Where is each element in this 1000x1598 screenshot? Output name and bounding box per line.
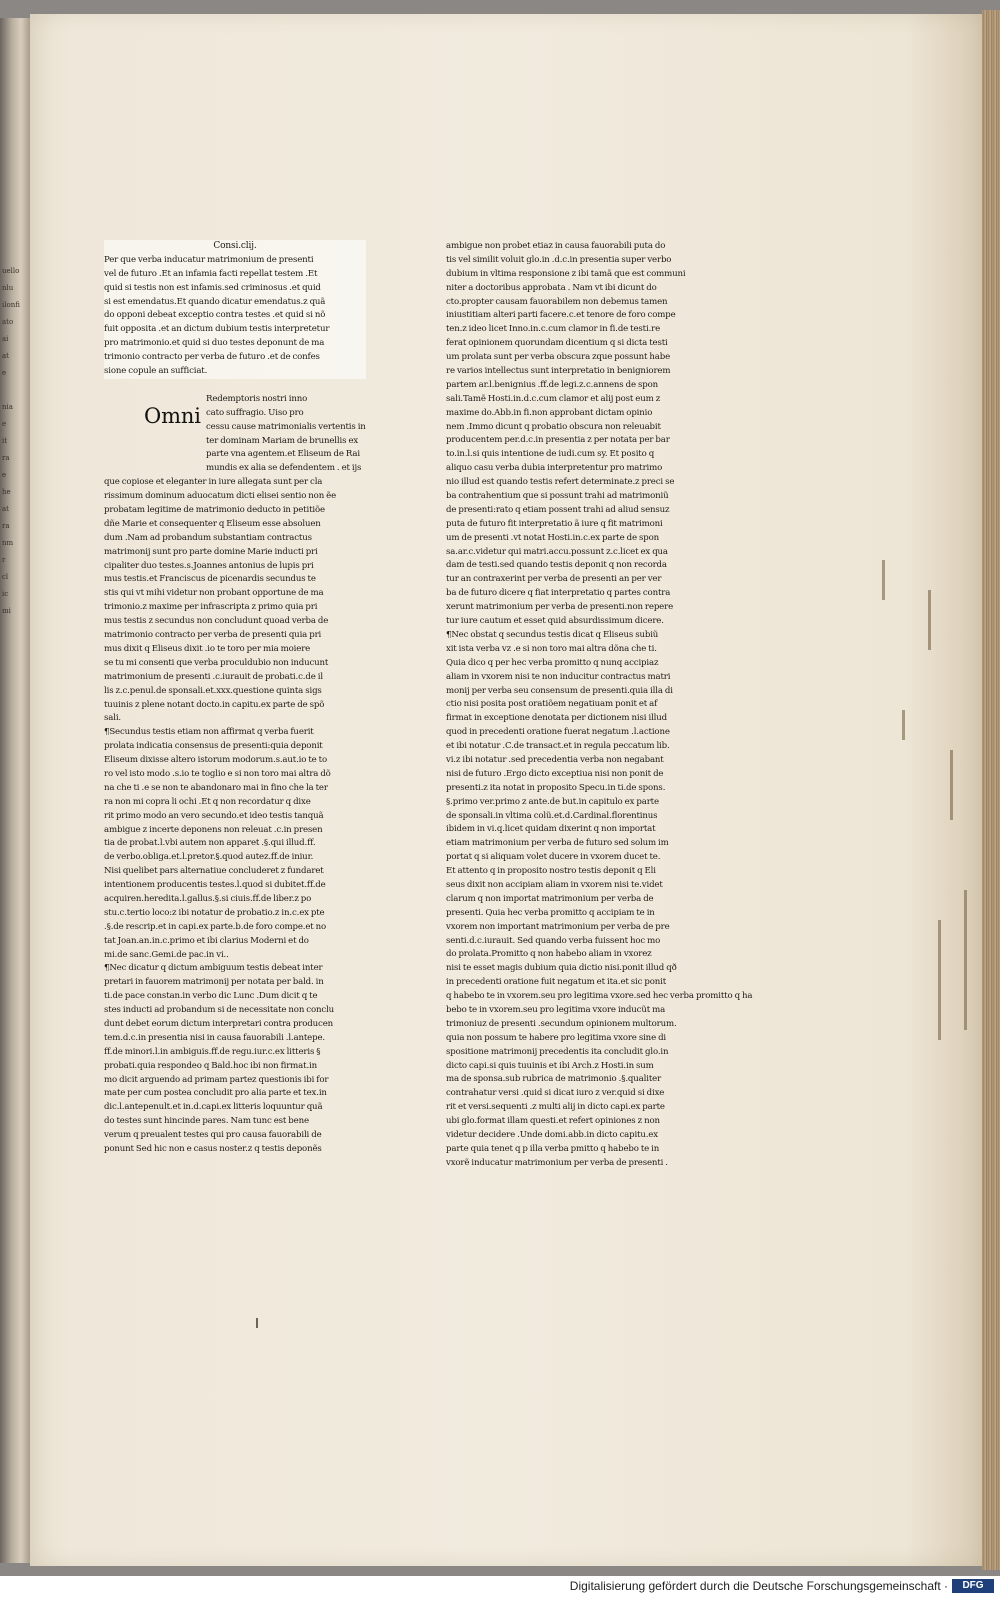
text-line: presenti.z ita notat in proposito Specu.in ti.de spons. (446, 782, 666, 793)
initial-letter: Omni (144, 403, 201, 428)
facing-page-fragment: e (2, 420, 7, 428)
text-line: sali.Tamẽ Hosti.in.d.c.cum clamor et alij post eum z (446, 393, 661, 404)
text-line: ¶Nec obstat q secundus testis dicat q Eliseus subiũ (446, 629, 659, 640)
text-line: in precedenti oratione fuit negatum et ita.et sic ponit (446, 977, 667, 988)
summary-line: fuit opposita .et an dictum dubium testis interpretetur (104, 324, 330, 335)
facing-page-fragment: ilonfi (2, 301, 20, 309)
text-line: tur iure cautum et esset quid absurdissimum dicere. (446, 616, 664, 627)
text-line: q habebo te in vxorem.seu pro legitima vxore.sed hec verba promitto q ha (446, 991, 753, 1002)
opening-lines (206, 393, 366, 476)
summary-line: si est emendatus.Et quando dicatur emendatus.z quã (104, 296, 326, 307)
facing-page-fragment: ic (2, 590, 9, 598)
facing-page-fragment: nia (2, 403, 13, 411)
text-line: re varios intellectus sunt interpretatio in benigniorem (446, 366, 671, 377)
text-line: maxime do.Abb.in fi.non approbant dictam opinio (446, 407, 653, 418)
text-line: aliquo casu verba dubia interpretentur pro matrimo (446, 463, 663, 474)
consilium-summary (104, 254, 366, 379)
text-line: et ibi notatur .C.de transact.et in regula peccatum lib. (446, 741, 670, 752)
text-line: ro vel isto modo .s.io te toglio e si non toro mai altra dõ (104, 768, 331, 779)
text-line: matrimonium de presenti .c.iurauit de probati.c.de il (104, 671, 323, 682)
text-line: aliam in vxorem nisi te non inducitur contractus matri (446, 671, 671, 682)
text-line: vxorem non important matrimonium per verba de pre (446, 921, 670, 932)
text-line: quia non possum te habere pro legitima vxore sine di (446, 1032, 667, 1043)
text-line: to.in.l.si quis intentione de iudi.cum sy. Et posito q (446, 449, 655, 460)
text-line: ibidem in vi.q.licet quidam dixerint q non importat (446, 824, 656, 835)
text-line: do testes sunt hincinde pares. Nam tunc est bene (104, 1116, 309, 1127)
text-line: probati.quia respondeo q Bald.hoc ibi non firmat.in (104, 1060, 318, 1071)
text-line: dum .Nam ad probandum substantiam contractus (104, 532, 312, 543)
text-line: stis qui vt mihi videtur non probant opportune de ma (104, 588, 324, 599)
facing-page-fragment: e (2, 369, 7, 377)
summary-line: do opponi debeat exceptio contra testes .et quid si nõ (104, 310, 326, 321)
text-line: spositione matrimonij precedentis ita concludit glo.in (446, 1046, 669, 1057)
text-line: stes inducti ad probandum si de necessitate non conclu (104, 1005, 335, 1016)
text-line: presenti. Quia hec verba promitto q accipiam te in (446, 907, 655, 918)
text-line: Nisi quelibet pars alternatiue concluderet z fundaret (104, 866, 324, 877)
text-line: mi.de sanc.Gemi.de pac.in vi.. (104, 949, 229, 960)
text-line: mus dixit q Eliseus dixit .io te toro per mia moiere (104, 643, 311, 654)
text-line: ba de futuro dicere q fiat interpretatio q partes contra (446, 588, 671, 599)
margin-tick-mark (256, 1318, 258, 1328)
text-line: matrimonij sunt pro parte domine Marie inducti pri (104, 546, 318, 557)
summary-line: quid si testis non est infamis.sed criminosus .et quid (104, 282, 321, 293)
facing-page-fragment: at (2, 505, 9, 513)
text-line: rissimum dominum aduocatum dicti elisei sentio non ẽe (104, 491, 337, 502)
text-line: probatam legitime de matrimonio deducto in petitiõe (104, 505, 325, 516)
text-line: tuuinis z plene notant docto.in capitu.ex parte de spõ (104, 699, 325, 710)
text-line: seus dixit non accipiam aliam in vxorem nisi te.videt (446, 879, 663, 890)
text-line: trimoniuz de presenti .secundum opinionem multorum. (446, 1018, 677, 1029)
text-line: ¶Nec dicatur q dictum ambiguum testis debeat inter (104, 963, 323, 974)
text-line: producentem per.d.c.in presentia z per notata per bar (446, 435, 670, 446)
text-line: vi.z ibi notatur .sed precedentia verba non negabant (446, 754, 664, 765)
text-line: mate per cum postea concludit pro alia parte et tex.in (104, 1088, 327, 1099)
text-line: parte vna agentem.et Eliseum de Rai (206, 449, 360, 460)
funding-credit: Digitalisierung gefördert durch die Deutsche Forschungsgemeinschaft · (569, 1579, 948, 1593)
opening-paragraph (104, 393, 366, 476)
text-line: stu.c.tertio loco:z ibi notatur de probatio.z in.c.ex pte (104, 907, 325, 918)
text-line: Quia dico q per hec verba promitto q nunq accipiaz (446, 657, 659, 668)
text-line: rit primo modo an vero secundo.et ideo testis tanquã (104, 810, 324, 821)
text-line: Et attento q in proposito nostro testis deponit q Eli (446, 866, 656, 877)
text-line: nisi de futuro .Ergo dicto exceptiua nisi non ponit de (446, 768, 664, 779)
summary-line: pro matrimonio.et quid si duo testes deponunt de ma (104, 338, 325, 349)
left-column-body (104, 476, 366, 1157)
summary-line: Per que verba inducatur matrimonium de presenti (104, 254, 314, 265)
text-line: trimonio.z maxime per infrascripta z primo quia pri (104, 602, 318, 613)
text-line: ff.de minori.l.in ambiguis.ff.de regu.iur.c.ex litteris § (104, 1046, 321, 1057)
text-line: mus testis z secundus non concludunt quoad verba de (104, 616, 329, 627)
text-line: mo dicit arguendo ad primam partez questionis ibi for (104, 1074, 329, 1085)
summary-line: trimonio contracto per verba de futuro .et de confes (104, 352, 320, 363)
text-line: de sponsali.in vltima colũ.et.d.Cardinal.florentinus (446, 810, 658, 821)
text-line: dic.l.antepenult.et in.d.capi.ex litteris loquuntur quã (104, 1102, 323, 1113)
facing-page-fragment: ra (2, 454, 10, 462)
text-line: lis z.c.penul.de sponsali.et.xxx.questione quinta sigs (104, 685, 322, 696)
text-line: um de presenti .vt notat Hosti.in.c.ex parte de spon (446, 532, 660, 543)
text-line: videtur decidere .Unde domi.abb.in dicto capitu.ex (446, 1130, 658, 1140)
text-line: ¶Secundus testis etiam non affirmat q verba fuerit (104, 727, 314, 738)
text-line: tem.d.c.in presentia nisi in causa fauorabili .l.antepe. (104, 1032, 325, 1043)
text-line: dam de testi.sed quando testis deponit q non recorda (446, 560, 667, 571)
text-line: verum q preualent testes qui pro causa fauorabili de (104, 1130, 322, 1141)
text-line: .§.de rescrip.et in capi.ex parte.b.de foro compe.et no (104, 921, 327, 932)
consilium-heading: Consi.clij. (104, 240, 366, 254)
text-line: xerunt matrimonium per verba de presenti.non repere (446, 602, 674, 613)
text-line: de verbo.obliga.et.l.pretor.§.quod autez.ff.de iniur. (104, 852, 314, 863)
text-line: ten.z ideo licet Inno.in.c.cum clamor in fi.de testi.re (446, 324, 661, 335)
facing-page-fragment: ra (2, 522, 10, 530)
facing-page-fragment: uello (2, 267, 20, 275)
text-line: intentionem producentis testes.l.quod si dubitet.ff.de (104, 880, 326, 891)
facing-page-fragment: ai (2, 335, 9, 343)
text-line: cato suffragio. Uiso pro (206, 407, 304, 418)
page-stack-edge (982, 10, 1000, 1570)
facing-page-fragment: e (2, 471, 7, 479)
text-line: ferat opinionem quorundam dicentium q si dicta testi (446, 338, 668, 349)
text-line: ambigue z incerte deponens non releuat .c.in presen (104, 824, 323, 835)
margin-ink-marks (868, 560, 978, 1260)
text-line: um prolata sunt per verba obscura zque possunt habe (446, 352, 670, 363)
text-line: etiam matrimonium per verba de futuro sed solum im (446, 838, 669, 849)
text-line: ra non mi copra li ochi .Et q non recordatur q dixe (104, 796, 311, 807)
text-line: dñe Marie et consequenter q Eliseum esse absoluen (104, 518, 321, 529)
text-line: iniustitiam alteri parti facere.c.et tenore de foro compe (446, 310, 676, 321)
facing-page-fragment: mi (2, 607, 11, 615)
text-line: §.primo ver.primo z ante.de but.in capitulo ex parte (446, 796, 659, 807)
text-line: ma de sponsa.sub rubrica de matrimonio .§.qualiter (446, 1074, 662, 1085)
right-text-column (446, 240, 753, 1171)
text-line: cessu cause matrimonialis vertentis in (206, 421, 366, 432)
text-line: se tu mi consenti que verba proculdubio non inducunt (104, 657, 329, 668)
text-line: que copiose et eleganter in iure allegata sunt per cla (104, 477, 323, 488)
facing-page-fragment: nlu (2, 284, 14, 292)
text-line: dunt debet eorum dictum interpretari contra producen (104, 1018, 334, 1029)
text-line: de presenti:rato q etiam possent trahi ad aliud sensuz (446, 504, 670, 515)
text-line: xit ista verba vz .e si non toro mai altra dõna che ti. (446, 643, 657, 654)
right-column-body (446, 240, 753, 1171)
summary-line: sione copule an sufficiat. (104, 366, 208, 377)
summary-line: vel de futuro .Et an infamia facti repellat testem .Et (104, 268, 318, 279)
facing-page-fragment: it (2, 437, 8, 445)
text-line: mus testis.et Franciscus de picenardis secundus te (104, 574, 316, 585)
text-line: ambigue non probet etiaz in causa fauorabili puta do (446, 241, 666, 251)
text-line: quod in precedenti oratione fuerat negatum .l.actione (446, 727, 670, 738)
dfg-logo: DFG (952, 1579, 994, 1593)
text-line: sa.ar.c.videtur qui matri.accu.possunt z.c.licet ex qua (446, 546, 668, 557)
facing-page-edge (0, 18, 31, 1563)
text-line: vxorẽ inducatur matrimonium per verba de presenti . (446, 1157, 668, 1168)
text-line: cipaliter duo testes.s.Joannes antonius de lupis pri (104, 560, 314, 571)
facing-page-fragment: r (2, 556, 6, 564)
text-line: acquiren.heredita.l.gallus.§.si ciuis.ff.de liber.z po (104, 893, 312, 904)
text-line: tia de probat.l.vbi autem non apparet .§.qui illud.ff. (104, 838, 316, 849)
text-line: ti.de pace constan.in verbo dic Lunc .Dum dicit q te (104, 991, 318, 1002)
text-line: sali. (104, 713, 122, 724)
text-line: nisi te esset magis dubium quia dictio nisi.ponit illud qð (446, 963, 677, 974)
text-line: firmat in exceptione denotata per dictionem nisi illud (446, 713, 667, 724)
text-line: ba contrahentium que si possunt trahi ad matrimoniũ (446, 491, 669, 502)
text-line: dicto capi.si quis tuuinis et ibi Arch.z Hosti.in sum (446, 1060, 654, 1071)
text-line: ubi glo.format illam questi.et refert opiniones z non (446, 1116, 660, 1127)
text-line: tat Joan.an.in.c.primo et ibi clarius Moderni et do (104, 935, 309, 946)
text-line: tis vel similit voluit glo.in .d.c.in presentia super verbo (446, 254, 672, 265)
text-line: ponunt Sed hic non e casus noster.z q testis deponẽs (104, 1144, 322, 1154)
text-line: ter dominam Mariam de brunellis ex (206, 435, 359, 446)
text-line: niter a doctoribus approbata . Nam vt ibi dicunt do (446, 282, 657, 293)
text-line: do prolata.Promitto q non habebo aliam in vxorez (446, 949, 652, 960)
text-line: portat q si aliquam volet ducere in vxorem ducet te. (446, 852, 661, 863)
text-line: puta de futuro fit interpretatio ã iure q fit matrimoni (446, 518, 663, 529)
text-line: Eliseum dixisse altero istorum modorum.s.aut.io te to (104, 755, 328, 766)
facing-page-fragment: ato (2, 318, 14, 326)
text-line: contrahatur versi .quid si dicat iuro z ver.quid si dixe (446, 1088, 665, 1099)
text-line: senti.d.c.iurauit. Sed quando verba fuissent hoc mo (446, 935, 661, 946)
facing-page-fragment: at (2, 352, 9, 360)
facing-page-fragment: cl (2, 573, 9, 581)
facing-page-fragment: nm (2, 539, 14, 547)
text-line: ctio nisi posita post oratiõem negatiuam ponit et af (446, 699, 658, 710)
text-line: monij per verba seu consensum de presenti.quia illa di (446, 685, 673, 696)
text-line: parte quia tenet q p illa verba pmitto q habebo te in (446, 1143, 660, 1154)
text-line: tur an contraxerint per verba de presenti an per ver (446, 574, 662, 585)
text-line: clarum q non importat matrimonium per verba de (446, 893, 654, 904)
text-line: nem .Immo dicunt q probatio obscura non releuabit (446, 421, 661, 432)
text-line: rit et versi.sequenti .z multi alij in dicto capi.ex parte (446, 1102, 665, 1113)
text-line: prolata indicatia consensus de presenti:quia deponit (104, 741, 323, 752)
text-line: nio illud est quando testis refert determinate.z preci se (446, 477, 675, 488)
text-line: dubium in vltima responsione z ibi tamã que est communi (446, 268, 686, 279)
text-line: na che ti .e se non te abandonaro mai in fino che la ter (104, 782, 328, 793)
text-line: pretari in fauorem matrimonij per notata per bald. in (104, 977, 324, 988)
text-line: mundis ex alia se defendentem . et ijs (206, 463, 362, 474)
text-line: cto.propter causam fauorabilem non debemus tamen (446, 296, 668, 307)
text-line: partem ar.l.benignius .ff.de legi.z.c.annens de spon (446, 379, 659, 390)
facing-page-fragment: he (2, 488, 11, 496)
text-line: matrimonio contracto per verba de presenti quia pri (104, 630, 322, 641)
text-line: Redemptoris nostri inno (206, 393, 308, 404)
left-text-column (104, 240, 366, 1157)
text-line: bebo te in vxorem.seu pro legitima vxore inducũt ma (446, 1004, 666, 1015)
